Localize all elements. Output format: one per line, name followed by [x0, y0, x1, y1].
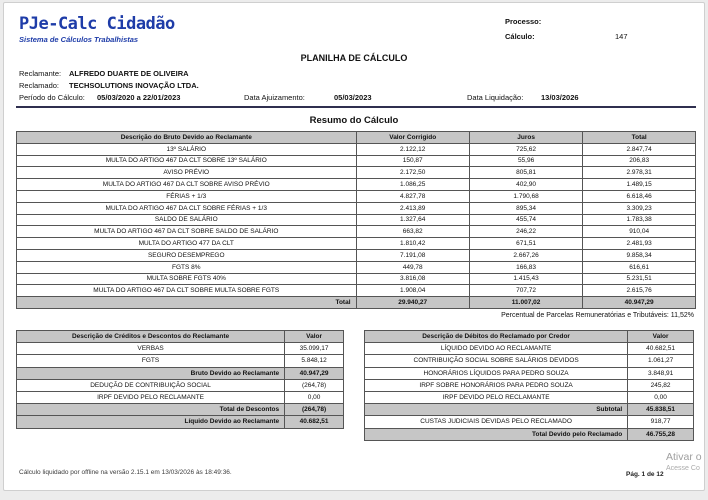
- row-value: 3.309,23: [583, 202, 696, 214]
- liquidacao-label: Data Liquidação:: [467, 93, 524, 102]
- row-description: MULTA DO ARTIGO 467 DA CLT SOBRE MULTA SOBRE FGTS: [17, 285, 357, 297]
- row-description: Total Devido pelo Reclamado: [365, 428, 628, 440]
- liquidacao-value: 13/03/2026: [541, 93, 579, 102]
- reclamante-label: Reclamante:: [19, 69, 62, 78]
- row-description: AVISO PRÉVIO: [17, 167, 357, 179]
- row-value: 1.327,64: [356, 214, 469, 226]
- row-description: MULTA DO ARTIGO 467 DA CLT SOBRE 13º SALÁRIO: [17, 155, 357, 167]
- percent-note: Percentual de Parcelas Remuneratórias e Tributáveis: 11,52%: [501, 312, 694, 319]
- row-description: CONTRIBUIÇÃO SOCIAL SOBRE SALÁRIOS DEVIDOS: [365, 355, 628, 367]
- row-description: IRPF SOBRE HONORÁRIOS PARA PEDRO SOUZA: [365, 379, 628, 391]
- table-row: [17, 379, 344, 391]
- resumo-total-row: [17, 297, 696, 309]
- row-value: 2.847,74: [583, 143, 696, 155]
- row-value: 9.858,34: [583, 249, 696, 261]
- row-description: FGTS 8%: [17, 261, 357, 273]
- row-value: 918,77: [628, 416, 694, 428]
- row-value: 910,04: [583, 226, 696, 238]
- row-value: 2.122,12: [356, 143, 469, 155]
- row-value: 2.172,50: [356, 167, 469, 179]
- row-value: 206,83: [583, 155, 696, 167]
- row-value: 2.615,76: [583, 285, 696, 297]
- row-value: 1.061,27: [628, 355, 694, 367]
- periodo-label: Período do Cálculo:: [19, 93, 85, 102]
- page-title: PLANILHA DE CÁLCULO: [300, 53, 408, 63]
- row-description: DEDUÇÃO DE CONTRIBUIÇÃO SOCIAL: [17, 379, 285, 391]
- row-description: CUSTAS JUDICIAIS DEVIDAS PELO RECLAMADO: [365, 416, 628, 428]
- row-description: MULTA DO ARTIGO 477 DA CLT: [17, 238, 357, 250]
- row-value: 5.231,51: [583, 273, 696, 285]
- table-row: [365, 391, 694, 403]
- col-total: Total: [583, 132, 696, 144]
- row-description: MULTA DO ARTIGO 467 DA CLT SOBRE AVISO PRÉVIO: [17, 179, 357, 191]
- table-row: [17, 367, 344, 379]
- creditos-col-valor: Valor: [285, 331, 344, 343]
- row-value: (264,78): [285, 404, 344, 416]
- footer-version-note: Cálculo liquidado por offline na versão 2.15.1 em 13/03/2026 às 18:49:36.: [19, 469, 232, 476]
- report-page: [3, 2, 705, 491]
- table-row: [17, 155, 696, 167]
- table-row: [17, 167, 696, 179]
- app-logo-title: PJe-Calc Cidadão: [19, 14, 175, 34]
- table-row: [17, 249, 696, 261]
- row-value: 725,62: [469, 143, 582, 155]
- resumo-total-total: 40.947,29: [583, 297, 696, 309]
- resumo-total-valor-corrigido: 29.940,27: [356, 297, 469, 309]
- table-row: [17, 355, 344, 367]
- row-value: 1.810,42: [356, 238, 469, 250]
- reclamado-label: Reclamado:: [19, 81, 60, 90]
- reclamado-value: TECHSOLUTIONS INOVAÇÃO LTDA.: [69, 81, 199, 90]
- table-row: [17, 285, 696, 297]
- row-value: 40.947,29: [285, 367, 344, 379]
- row-value: 3.816,08: [356, 273, 469, 285]
- col-valor-corrigido: Valor Corrigido: [356, 132, 469, 144]
- table-row: [365, 367, 694, 379]
- row-description: SEGURO DESEMPREGO: [17, 249, 357, 261]
- row-description: MULTA SOBRE FGTS 40%: [17, 273, 357, 285]
- ajuizamento-value: 05/03/2023: [334, 93, 372, 102]
- row-value: 4.827,78: [356, 190, 469, 202]
- row-value: 663,82: [356, 226, 469, 238]
- table-row: [17, 190, 696, 202]
- row-description: MULTA DO ARTIGO 467 DA CLT SOBRE SALDO DE SALÁRIO: [17, 226, 357, 238]
- debitos-table: [364, 330, 694, 441]
- row-value: 895,34: [469, 202, 582, 214]
- col-juros: Juros: [469, 132, 582, 144]
- row-description: IRPF DEVIDO PELO RECLAMANTE: [17, 391, 285, 403]
- row-value: 671,51: [469, 238, 582, 250]
- row-value: 1.790,68: [469, 190, 582, 202]
- row-description: Total de Descontos: [17, 404, 285, 416]
- periodo-value: 05/03/2020 a 22/01/2023: [97, 93, 181, 102]
- row-value: 616,61: [583, 261, 696, 273]
- processo-label: Processo:: [505, 17, 542, 26]
- row-value: 0,00: [285, 391, 344, 403]
- row-value: 1.783,38: [583, 214, 696, 226]
- row-value: 245,82: [628, 379, 694, 391]
- row-description: HONORÁRIOS LÍQUIDOS PARA PEDRO SOUZA: [365, 367, 628, 379]
- row-value: 402,90: [469, 179, 582, 191]
- page-number: Pág. 1 de 12: [626, 471, 664, 478]
- row-description: FGTS: [17, 355, 285, 367]
- table-row: [17, 226, 696, 238]
- resumo-title: Resumo do Cálculo: [309, 115, 399, 126]
- row-value: 805,81: [469, 167, 582, 179]
- row-description: MULTA DO ARTIGO 467 DA CLT SOBRE FÉRIAS + 1/3: [17, 202, 357, 214]
- table-row: [365, 416, 694, 428]
- resumo-total-label: Total: [17, 297, 357, 309]
- row-description: LÍQUIDO DEVIDO AO RECLAMANTE: [365, 343, 628, 355]
- row-value: 2.978,31: [583, 167, 696, 179]
- row-value: 2.481,93: [583, 238, 696, 250]
- creditos-table-body: [17, 343, 344, 428]
- watermark-line1: Ativar o: [666, 451, 702, 463]
- table-row: [17, 179, 696, 191]
- row-description: Bruto Devido ao Reclamante: [17, 367, 285, 379]
- resumo-header-row: [17, 132, 696, 144]
- watermark-line2: Acesse Co: [666, 465, 700, 472]
- table-row: [17, 343, 344, 355]
- app-logo-subtitle: Sistema de Cálculos Trabalhistas: [19, 35, 139, 44]
- debitos-col-descricao: Descrição de Débitos do Reclamado por Credor: [365, 331, 628, 343]
- row-value: 55,96: [469, 155, 582, 167]
- table-row: [365, 343, 694, 355]
- row-value: 1.415,43: [469, 273, 582, 285]
- row-value: 2.667,26: [469, 249, 582, 261]
- row-value: 0,00: [628, 391, 694, 403]
- row-value: 40.682,51: [285, 416, 344, 428]
- resumo-total-juros: 11.007,02: [469, 297, 582, 309]
- row-value: 3.848,91: [628, 367, 694, 379]
- row-description: Líquido Devido ao Reclamante: [17, 416, 285, 428]
- debitos-col-valor: Valor: [628, 331, 694, 343]
- table-row: [365, 428, 694, 440]
- table-row: [17, 143, 696, 155]
- row-description: VERBAS: [17, 343, 285, 355]
- table-row: [17, 238, 696, 250]
- row-value: 1.489,15: [583, 179, 696, 191]
- row-value: 150,87: [356, 155, 469, 167]
- table-row: [17, 416, 344, 428]
- table-row: [17, 214, 696, 226]
- table-row: [365, 404, 694, 416]
- row-description: SALDO DE SALÁRIO: [17, 214, 357, 226]
- col-descricao: Descrição do Bruto Devido ao Reclamante: [17, 132, 357, 144]
- row-value: 7.191,08: [356, 249, 469, 261]
- row-description: Subtotal: [365, 404, 628, 416]
- resumo-table-body: [17, 143, 696, 296]
- calculo-value: 147: [615, 32, 628, 41]
- row-value: 707,72: [469, 285, 582, 297]
- row-description: 13º SALÁRIO: [17, 143, 357, 155]
- header-divider: [16, 106, 696, 108]
- row-value: 6.618,46: [583, 190, 696, 202]
- row-value: 246,22: [469, 226, 582, 238]
- resumo-table: [16, 131, 696, 309]
- windows-activation-watermark: [666, 451, 705, 481]
- row-value: 5.848,12: [285, 355, 344, 367]
- row-value: (264,78): [285, 379, 344, 391]
- row-value: 449,78: [356, 261, 469, 273]
- row-description: FÉRIAS + 1/3: [17, 190, 357, 202]
- table-row: [17, 261, 696, 273]
- reclamante-value: ALFREDO DUARTE DE OLIVEIRA: [69, 69, 189, 78]
- row-value: 40.682,51: [628, 343, 694, 355]
- row-value: 1.086,25: [356, 179, 469, 191]
- row-description: IRPF DEVIDO PELO RECLAMANTE: [365, 391, 628, 403]
- table-row: [17, 273, 696, 285]
- app-logo: [19, 14, 175, 44]
- table-row: [365, 355, 694, 367]
- row-value: 46.755,28: [628, 428, 694, 440]
- row-value: 35.099,17: [285, 343, 344, 355]
- row-value: 455,74: [469, 214, 582, 226]
- debitos-header-row: [365, 331, 694, 343]
- row-value: 45.838,51: [628, 404, 694, 416]
- table-row: [17, 391, 344, 403]
- row-value: 2.413,89: [356, 202, 469, 214]
- calculo-label: Cálculo:: [505, 32, 535, 41]
- table-row: [17, 404, 344, 416]
- creditos-col-descricao: Descrição de Créditos e Descontos do Reclamante: [17, 331, 285, 343]
- creditos-table: [16, 330, 344, 429]
- table-row: [365, 379, 694, 391]
- ajuizamento-label: Data Ajuizamento:: [244, 93, 305, 102]
- row-value: 1.908,04: [356, 285, 469, 297]
- row-value: 166,83: [469, 261, 582, 273]
- table-row: [17, 202, 696, 214]
- creditos-header-row: [17, 331, 344, 343]
- debitos-table-body: [365, 343, 694, 441]
